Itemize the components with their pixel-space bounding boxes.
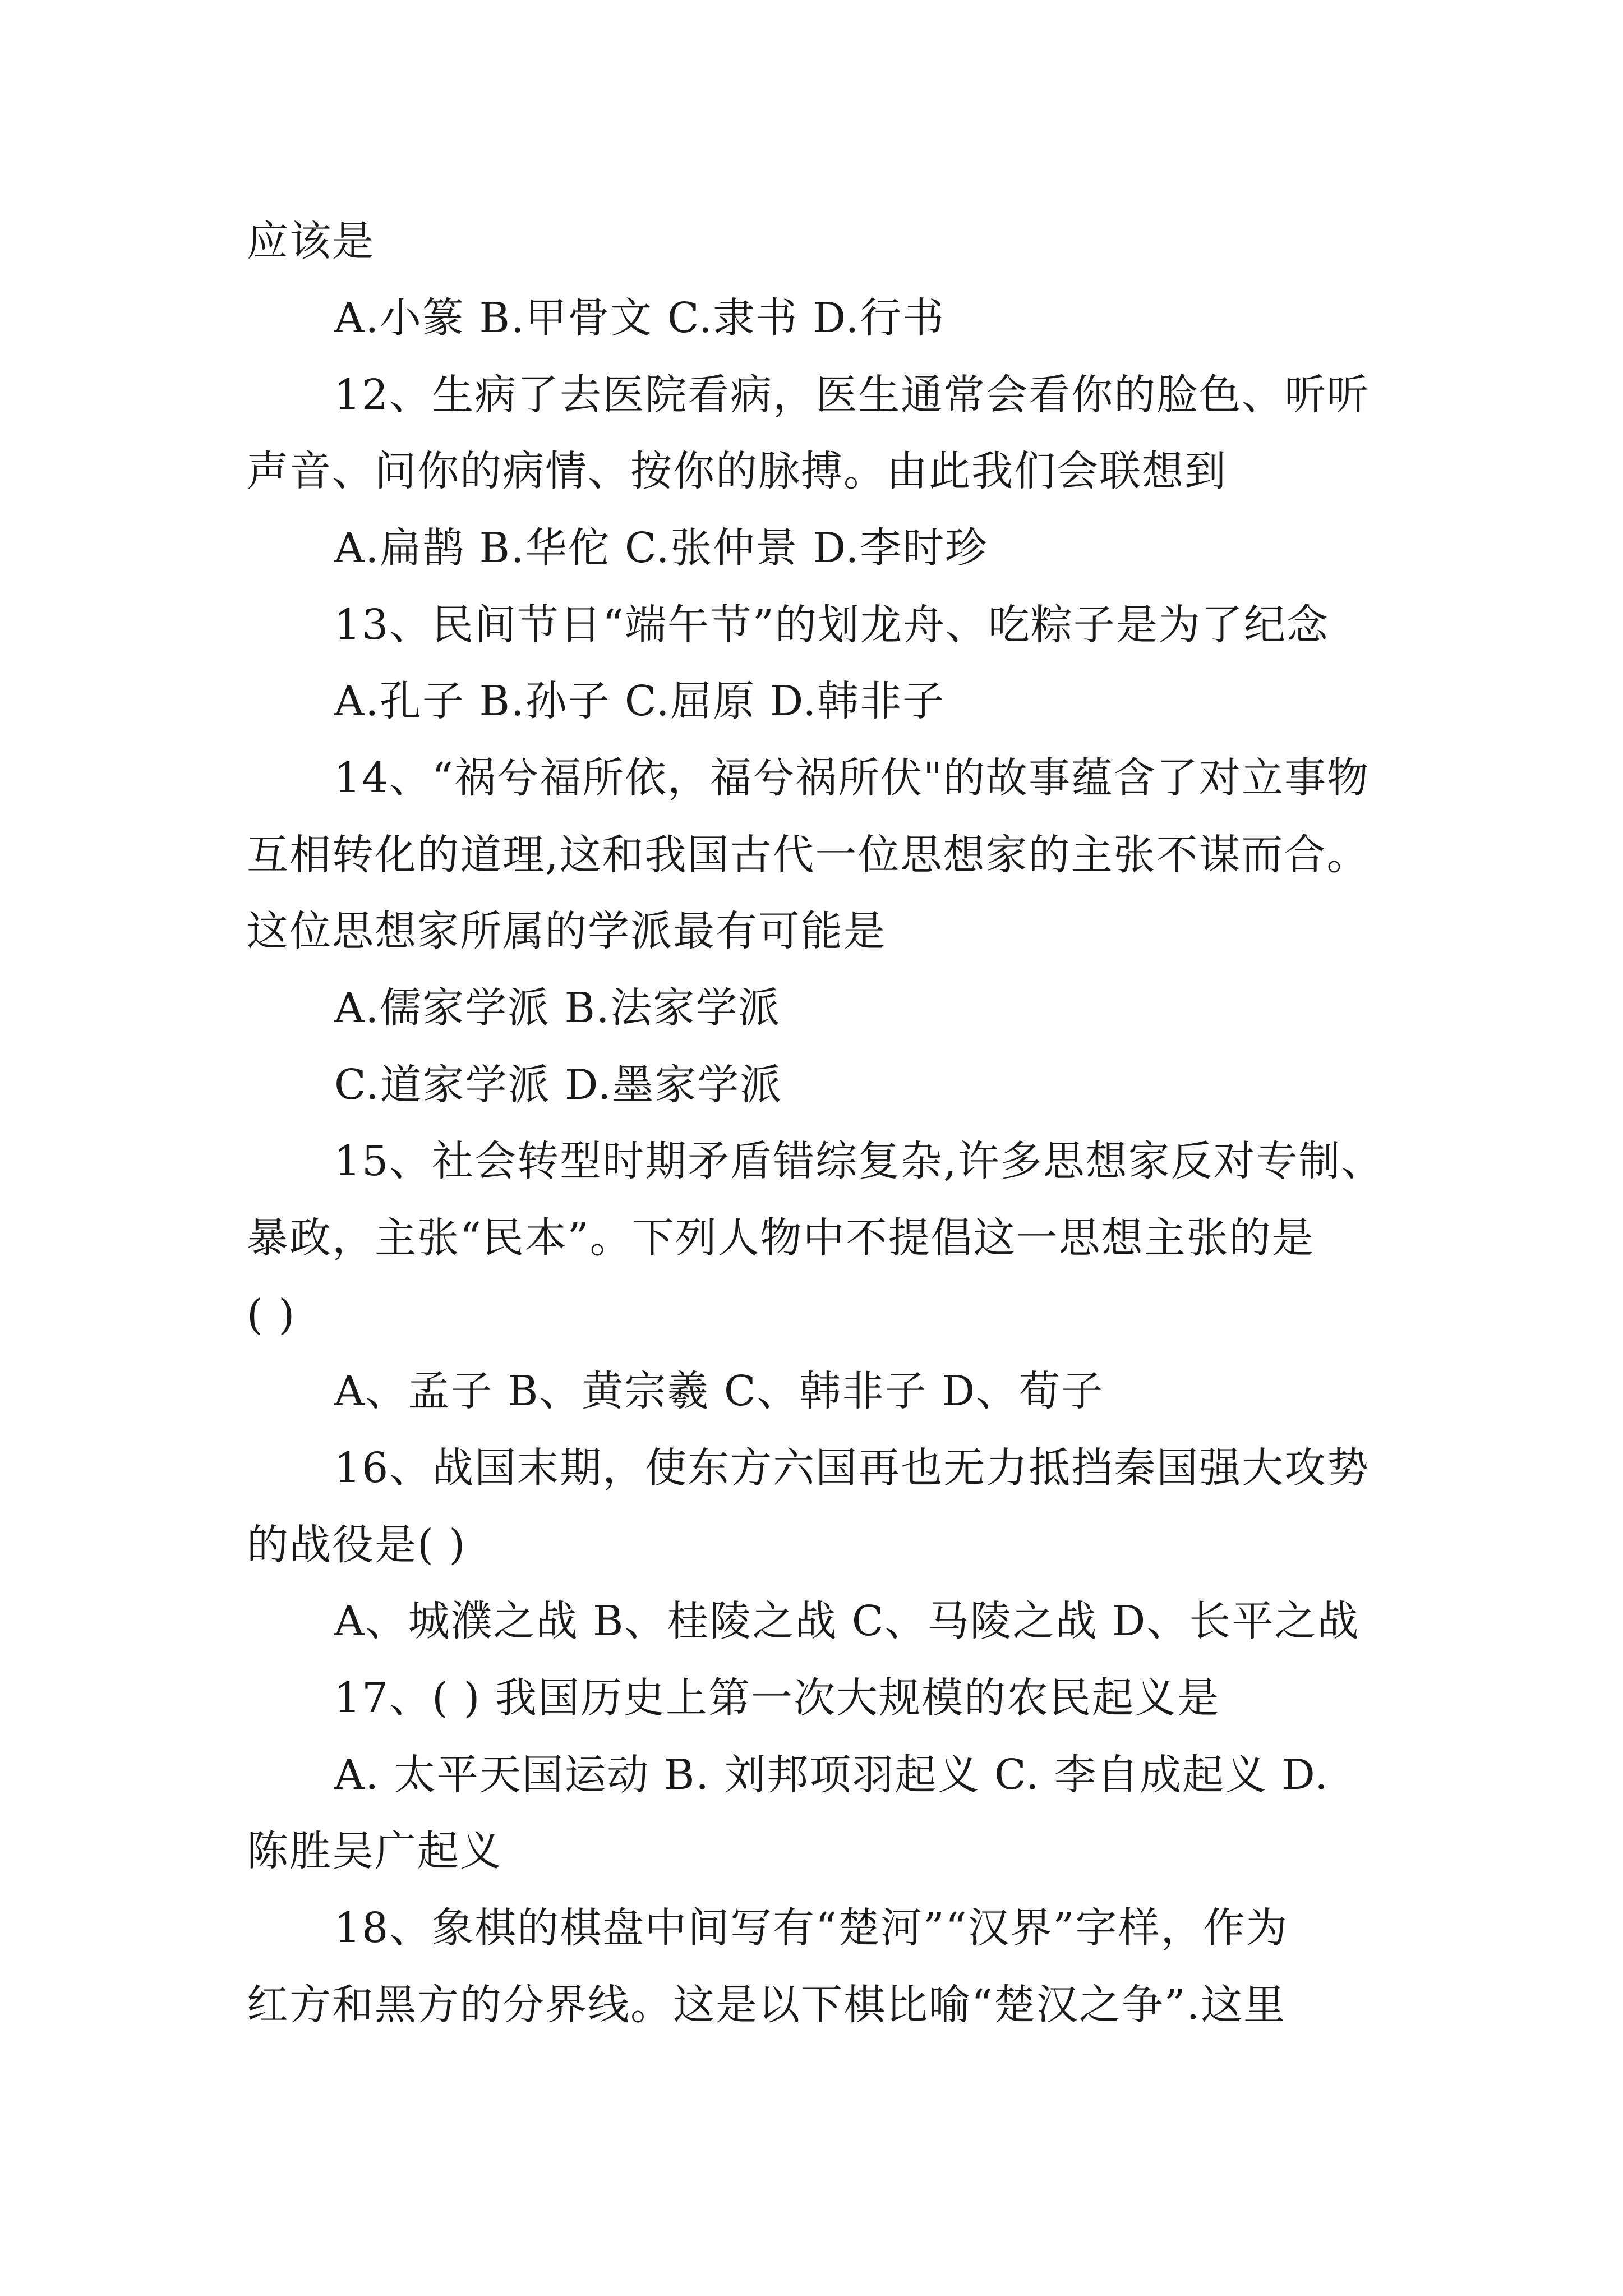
- answer-options: A、城濮之战 B、桂陵之战 C、马陵之战 D、长平之战: [334, 1597, 1360, 1645]
- text-line: 互相转化的道理,这和我国古代一位思想家的主张不谋而合。: [247, 831, 1370, 879]
- question-text: 12、生病了去医院看病，医生通常会看你的脸色、听听: [334, 371, 1370, 419]
- question-text: 18、象棋的棋盘中间写有“楚河”“汉界”字样，作为: [334, 1904, 1289, 1952]
- question-text: 15、社会转型时期矛盾错综复杂,许多思想家反对专制、: [334, 1137, 1384, 1185]
- answer-options: A.小篆 B.甲骨文 C.隶书 D.行书: [334, 294, 946, 342]
- text-line: 这位思想家所属的学派最有可能是: [247, 907, 886, 955]
- answer-options: C.道家学派 D.墨家学派: [334, 1061, 783, 1109]
- question-text: 13、民间节日“端午节”的划龙舟、吃粽子是为了纪念: [334, 601, 1329, 649]
- answer-options: A.扁鹊 B.华佗 C.张仲景 D.李时珍: [334, 524, 988, 572]
- text-line: 陈胜吴广起义: [247, 1827, 502, 1875]
- text-line: 红方和黑方的分界线。这是以下棋比喻“楚汉之争”.这里: [247, 1981, 1287, 2029]
- answer-options: A. 太平天国运动 B. 刘邦项羽起义 C. 李自成起义 D.: [334, 1751, 1329, 1799]
- question-text: 14、“祸兮福所依，福兮祸所伏"的故事蕴含了对立事物: [334, 754, 1370, 802]
- question-text: 16、战国末期，使东方六国再也无力抵挡秦国强大攻势: [334, 1444, 1370, 1492]
- text-line: ( ): [247, 1291, 296, 1339]
- text-line: 应该是: [247, 217, 375, 265]
- text-line: 的战役是( ): [247, 1521, 467, 1569]
- text-line: 暴政，主张“民本”。下列人物中不提倡这一思想主张的是: [247, 1214, 1315, 1262]
- question-text: 17、( ) 我国历史上第一次大规模的农民起义是: [334, 1674, 1220, 1722]
- answer-options: A、孟子 B、黄宗羲 C、韩非子 D、荀子: [334, 1367, 1104, 1415]
- answer-options: A.孔子 B.孙子 C.屈原 D.韩非子: [334, 677, 946, 725]
- answer-options: A.儒家学派 B.法家学派: [334, 984, 781, 1032]
- text-line: 声音、问你的病情、按你的脉搏。由此我们会联想到: [247, 447, 1227, 495]
